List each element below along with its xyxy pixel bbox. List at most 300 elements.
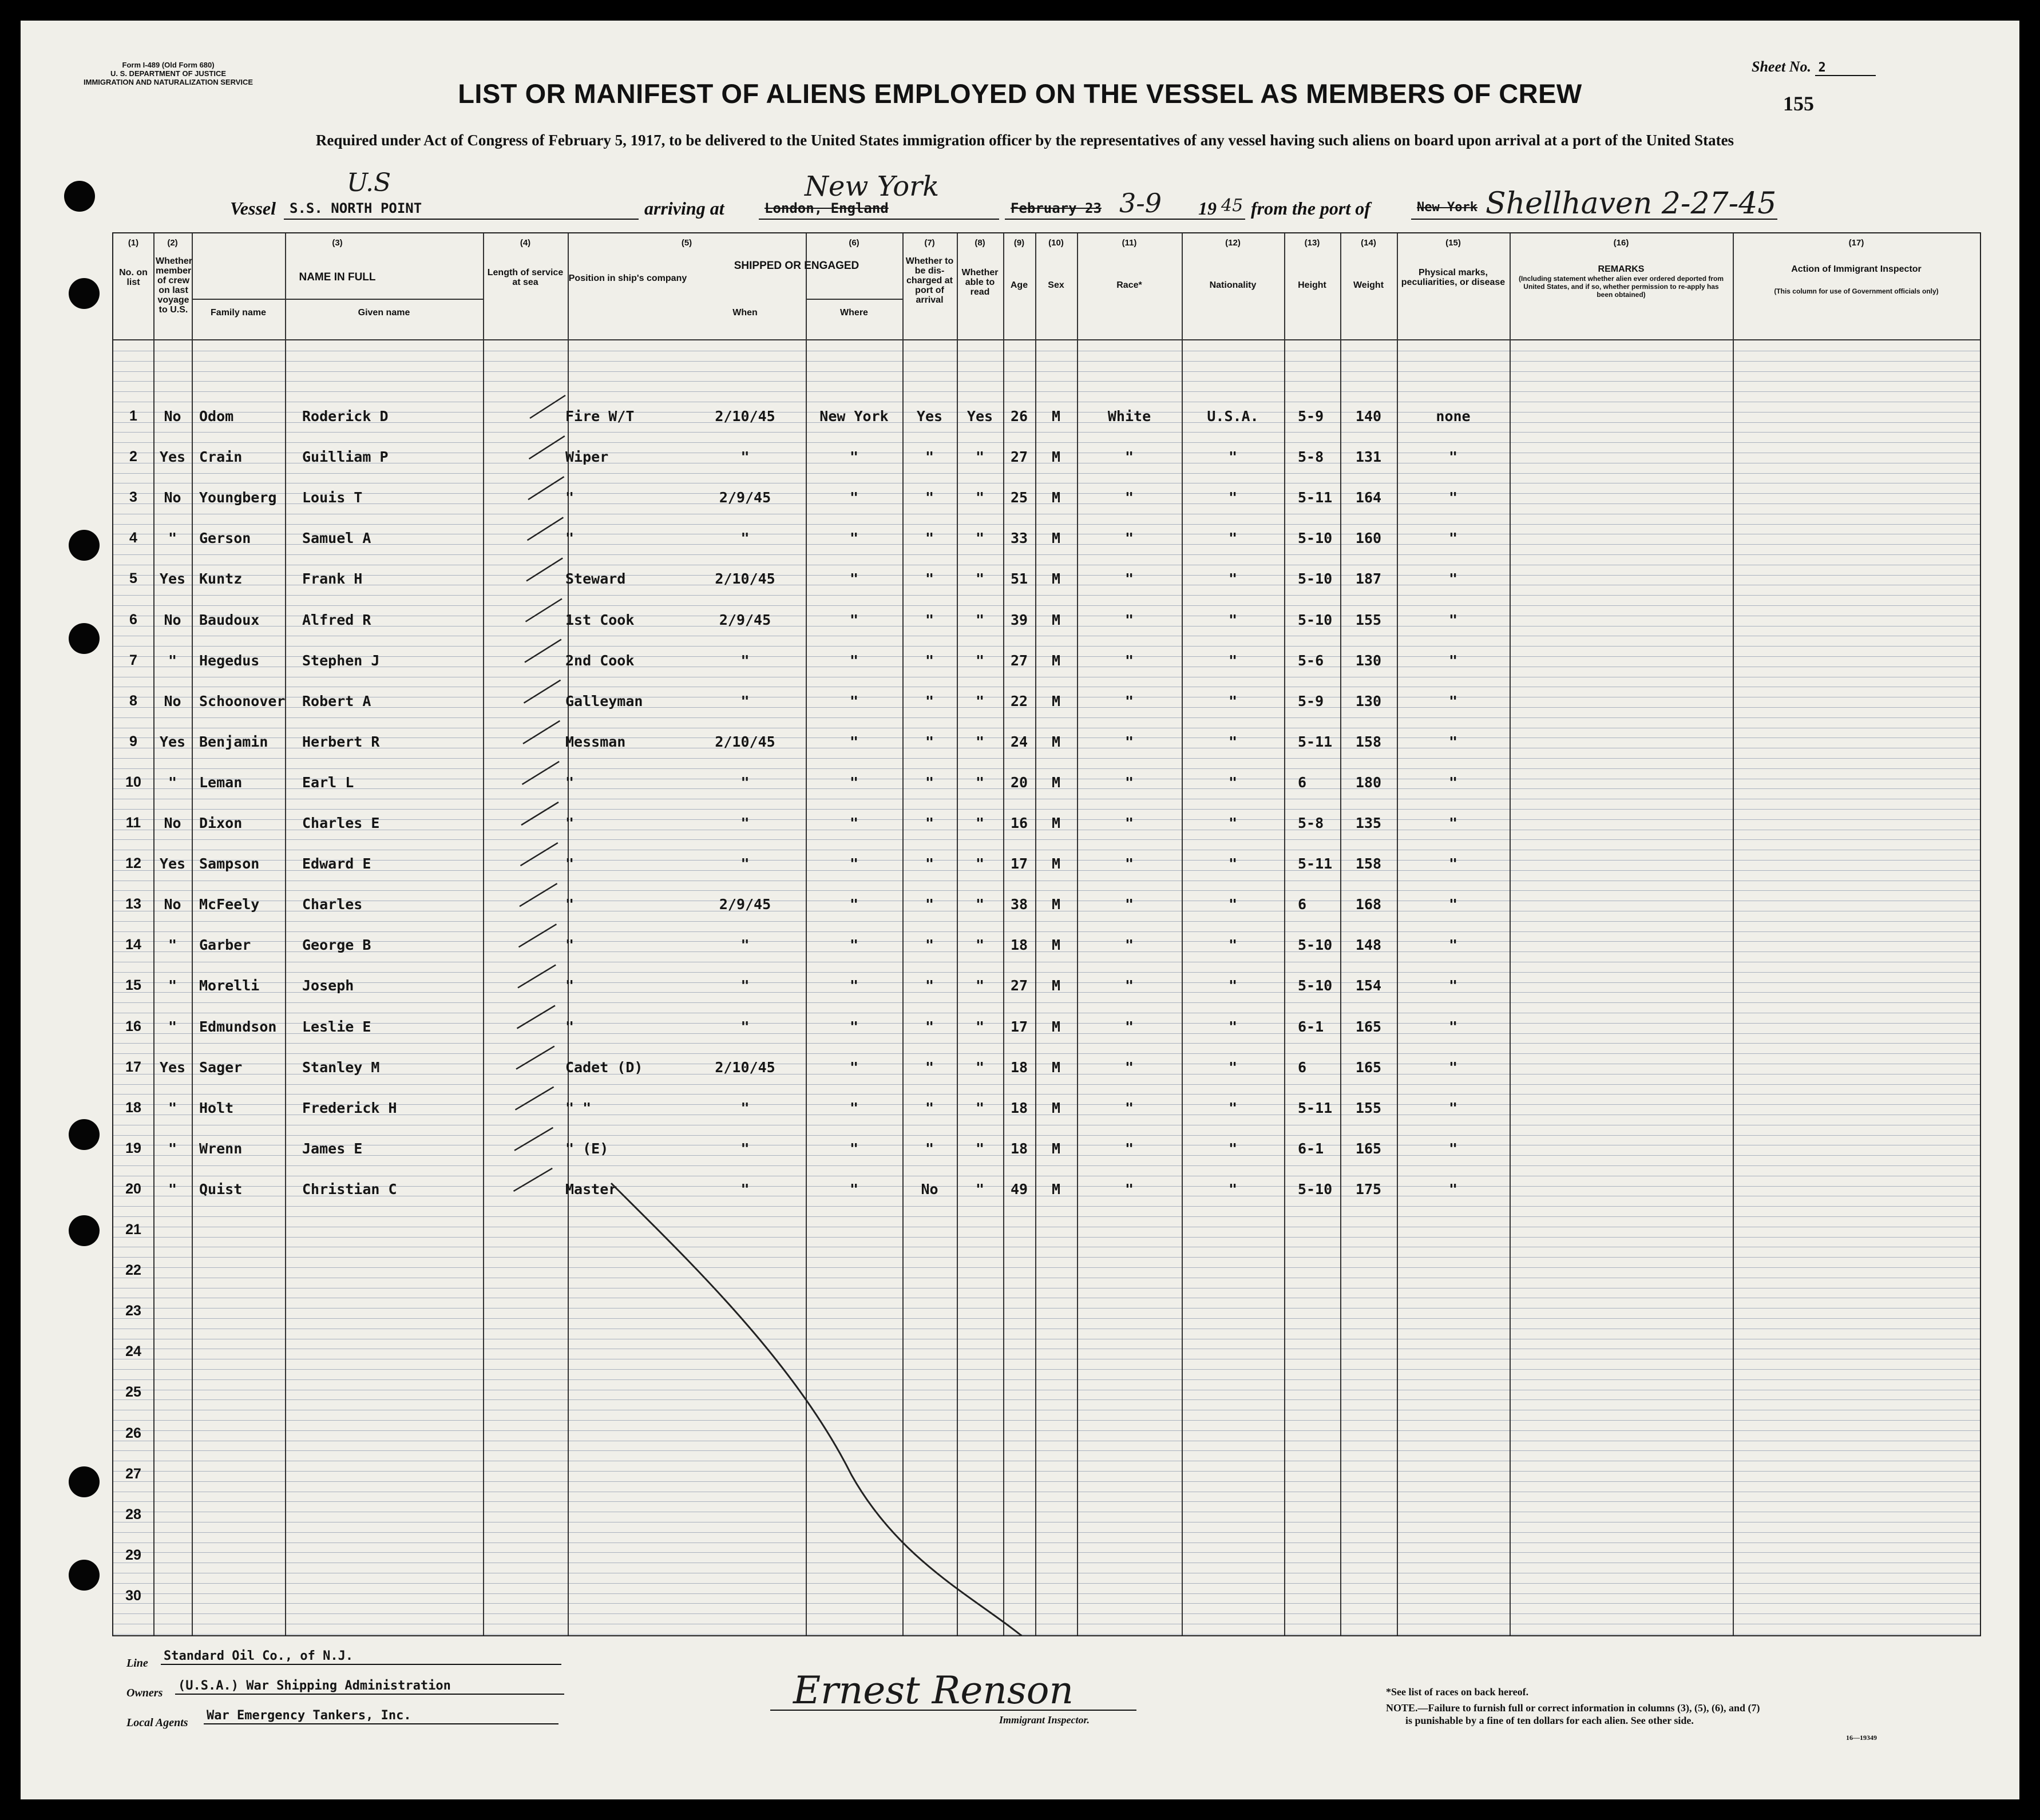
line-label: Line <box>126 1657 148 1670</box>
given-name-cell: Robert A <box>302 693 371 709</box>
when-cell: " <box>740 449 750 465</box>
weight-cell: 165 <box>1355 1018 1382 1035</box>
punch-hole <box>64 181 95 212</box>
arriving-label: arriving at <box>644 198 724 219</box>
able-to-read-cell: " <box>975 896 985 913</box>
check-mark <box>521 802 558 825</box>
weight-cell: 130 <box>1355 652 1382 669</box>
nationality-cell: " <box>1228 855 1238 872</box>
row-number: 5 <box>129 570 137 586</box>
vessel-name: S.S. NORTH POINT <box>290 200 422 216</box>
family-name-cell: Odom <box>199 408 234 425</box>
given-name-cell: Guilliam P <box>302 449 389 465</box>
discharged-cell: " <box>925 693 934 709</box>
able-to-read-cell: " <box>975 1100 985 1116</box>
column-number: (2) <box>167 238 178 248</box>
position-cell: Galleyman <box>565 693 643 709</box>
height-cell: 5-11 <box>1298 855 1333 872</box>
column-number: (17) <box>1848 238 1864 248</box>
weight-cell: 130 <box>1355 693 1382 709</box>
row-number: 15 <box>125 977 141 993</box>
weight-cell: 168 <box>1355 896 1382 913</box>
nationality-cell: " <box>1228 1018 1238 1035</box>
weight-cell: 187 <box>1355 570 1382 587</box>
where-cell: New York <box>819 408 889 425</box>
row-number: 23 <box>125 1303 141 1319</box>
sheet-value: 2 <box>1815 61 1876 76</box>
sex-cell: M <box>1051 733 1061 750</box>
sex-cell: M <box>1051 1059 1061 1076</box>
position-cell: " <box>565 896 575 913</box>
check-mark <box>519 924 557 947</box>
column-number: (11) <box>1122 238 1137 248</box>
able-to-read-cell: " <box>975 449 985 465</box>
page-number: 155 <box>1783 92 1814 115</box>
age-cell: 26 <box>1010 408 1028 425</box>
punch-hole <box>69 1119 100 1150</box>
check-mark <box>516 1087 554 1110</box>
crew-table <box>112 232 1981 1636</box>
age-cell: 18 <box>1010 1140 1028 1157</box>
nationality-cell: " <box>1228 1140 1238 1157</box>
when-cell: 2/9/45 <box>719 489 771 506</box>
nationality-cell: " <box>1228 815 1238 831</box>
age-cell: 16 <box>1010 815 1028 831</box>
whether-member-cell: " <box>168 774 177 791</box>
family-name-cell: Gerson <box>199 530 251 546</box>
weight-cell: 135 <box>1355 815 1382 831</box>
able-to-read-cell: Yes <box>966 408 993 425</box>
height-cell: 5-10 <box>1298 1181 1333 1198</box>
check-mark <box>525 640 561 663</box>
where-cell: " <box>849 1181 859 1198</box>
sex-cell: M <box>1051 977 1061 994</box>
nationality-cell: " <box>1228 489 1238 506</box>
race-cell: " <box>1124 1181 1134 1198</box>
when-cell: " <box>740 652 750 669</box>
header-given-name: Given name <box>358 308 410 318</box>
sex-cell: M <box>1051 937 1061 953</box>
whether-member-cell: No <box>164 815 181 831</box>
header-race: Race* <box>1116 280 1142 290</box>
sex-cell: M <box>1051 449 1061 465</box>
line-value: Standard Oil Co., of N.J. <box>164 1649 354 1663</box>
discharged-cell: " <box>925 896 934 913</box>
able-to-read-cell: " <box>975 855 985 872</box>
family-name-cell: Dixon <box>199 815 243 831</box>
where-cell: " <box>849 612 859 628</box>
family-name-cell: Sampson <box>199 855 260 872</box>
row-number: 22 <box>125 1262 141 1278</box>
discharged-cell: " <box>925 937 934 953</box>
height-cell: 5-8 <box>1298 449 1324 465</box>
where-cell: " <box>849 733 859 750</box>
column-number: (15) <box>1445 238 1461 248</box>
discharged-cell: No <box>921 1181 938 1198</box>
when-cell: " <box>740 1181 750 1198</box>
height-cell: 6 <box>1298 774 1307 791</box>
weight-cell: 175 <box>1355 1181 1382 1198</box>
inspector-label: Immigrant Inspector. <box>999 1714 1090 1726</box>
punch-hole <box>69 1560 100 1591</box>
given-name-cell: Louis T <box>302 489 363 506</box>
header-position: Position in ship's company <box>568 273 687 283</box>
header-nationality: Nationality <box>1209 280 1257 290</box>
column-number: (10) <box>1048 238 1064 248</box>
family-name-cell: Sager <box>199 1059 243 1076</box>
where-cell: " <box>849 652 859 669</box>
able-to-read-cell: " <box>975 815 985 831</box>
whether-member-cell: " <box>168 937 177 953</box>
weight-cell: 180 <box>1355 774 1382 791</box>
physical-marks-cell: " <box>1448 774 1458 791</box>
age-cell: 27 <box>1010 977 1028 994</box>
weight-cell: 158 <box>1355 855 1382 872</box>
physical-marks-cell: " <box>1448 733 1458 750</box>
discharged-cell: " <box>925 1018 934 1035</box>
check-mark <box>528 517 564 540</box>
penalty-note-continued: is punishable by a fine of ten dollars for each alien. See other side. <box>1405 1715 1694 1726</box>
whether-member-cell: Yes <box>159 449 186 465</box>
race-cell: " <box>1124 530 1134 546</box>
height-cell: 5-11 <box>1298 489 1333 506</box>
physical-marks-cell: " <box>1448 693 1458 709</box>
punch-hole <box>69 623 100 654</box>
whether-member-cell: No <box>164 896 181 913</box>
manifest-sheet <box>21 21 2019 1799</box>
where-cell: " <box>849 489 859 506</box>
nationality-cell: " <box>1228 774 1238 791</box>
able-to-read-cell: " <box>975 1059 985 1076</box>
position-cell: " <box>565 489 575 506</box>
height-cell: 6 <box>1298 896 1307 913</box>
discharged-cell: " <box>925 855 934 872</box>
weight-cell: 154 <box>1355 977 1382 994</box>
position-cell: " <box>565 977 575 994</box>
where-cell: " <box>849 774 859 791</box>
discharged-cell: " <box>925 449 934 465</box>
punch-hole <box>69 278 100 309</box>
physical-marks-cell: " <box>1448 570 1458 587</box>
row-number: 9 <box>129 733 137 750</box>
where-cell: " <box>849 1140 859 1157</box>
weight-cell: 148 <box>1355 937 1382 953</box>
where-cell: " <box>849 1018 859 1035</box>
given-name-cell: Stephen J <box>302 652 380 669</box>
age-cell: 27 <box>1010 652 1028 669</box>
sex-cell: M <box>1051 1140 1061 1157</box>
weight-cell: 140 <box>1355 408 1382 425</box>
when-cell: " <box>740 815 750 831</box>
arriving-typed: London, England <box>764 200 889 216</box>
able-to-read-cell: " <box>975 977 985 994</box>
sex-cell: M <box>1051 652 1061 669</box>
check-mark <box>520 883 557 906</box>
position-cell: " " <box>565 1100 592 1116</box>
whether-member-cell: Yes <box>159 1059 186 1076</box>
cancel-stroke <box>611 1183 1035 1635</box>
column-number: (9) <box>1013 238 1025 248</box>
row-number: 16 <box>125 1018 141 1034</box>
sex-cell: M <box>1051 774 1061 791</box>
row-number: 18 <box>125 1100 141 1116</box>
family-name-cell: McFeely <box>199 896 260 913</box>
where-cell: " <box>849 855 859 872</box>
race-cell: " <box>1124 612 1134 628</box>
whether-member-cell: " <box>168 977 177 994</box>
column-number: (12) <box>1225 238 1241 248</box>
family-name-cell: Schoonover <box>199 693 286 709</box>
discharged-cell: " <box>925 1140 934 1157</box>
row-number: 17 <box>125 1059 141 1075</box>
check-mark <box>514 1128 553 1151</box>
position-cell: " <box>565 530 575 546</box>
check-mark <box>526 599 563 622</box>
header-length-of-service: Length of service at sea <box>487 268 564 287</box>
physical-marks-cell: " <box>1448 815 1458 831</box>
when-cell: " <box>740 1018 750 1035</box>
column-number: (7) <box>924 238 935 248</box>
physical-marks-cell: none <box>1436 408 1471 425</box>
physical-marks-cell: " <box>1448 489 1458 506</box>
sex-cell: M <box>1051 570 1061 587</box>
row-number: 14 <box>125 937 141 953</box>
when-cell: " <box>740 855 750 872</box>
check-mark <box>524 680 561 703</box>
penalty-note: NOTE.—Failure to furnish full or correct information in columns (3), (5), (6), and (7) <box>1386 1702 1760 1714</box>
header-shipped-engaged: SHIPPED OR ENGAGED <box>734 260 859 272</box>
header-remarks-note: (Including statement whether alien ever ordered deported from United States, and if so, whether permission to re-apply has been obtained) <box>1518 275 1724 299</box>
discharged-cell: " <box>925 530 934 546</box>
age-cell: 27 <box>1010 449 1028 465</box>
age-cell: 24 <box>1010 733 1028 750</box>
from-typed: New York <box>1417 200 1477 215</box>
header-whether-member: Whether member of crew on last voyage to U.S. <box>156 256 192 315</box>
when-cell: 2/10/45 <box>715 733 775 750</box>
family-name-cell: Baudoux <box>199 612 260 628</box>
given-name-cell: Leslie E <box>302 1018 371 1035</box>
where-cell: " <box>849 449 859 465</box>
header-height: Height <box>1298 280 1326 290</box>
inspector-signature: Ernest Renson <box>793 1668 1074 1712</box>
discharged-cell: " <box>925 570 934 587</box>
height-cell: 5-10 <box>1298 937 1333 953</box>
nationality-cell: " <box>1228 937 1238 953</box>
row-number: 6 <box>129 612 137 628</box>
punch-hole <box>69 1215 100 1246</box>
position-cell: " <box>565 1018 575 1035</box>
sex-cell: M <box>1051 489 1061 506</box>
column-number: (6) <box>849 238 859 248</box>
physical-marks-cell: " <box>1448 530 1458 546</box>
race-cell: " <box>1124 1059 1134 1076</box>
discharged-cell: " <box>925 977 934 994</box>
owners-label: Owners <box>126 1687 163 1699</box>
when-cell: " <box>740 977 750 994</box>
where-cell: " <box>849 693 859 709</box>
row-number: 10 <box>125 774 141 790</box>
column-number: (14) <box>1361 238 1376 248</box>
whether-member-cell: " <box>168 1181 177 1198</box>
weight-cell: 165 <box>1355 1059 1382 1076</box>
owners-value: (U.S.A.) War Shipping Administration <box>178 1679 451 1693</box>
able-to-read-cell: " <box>975 774 985 791</box>
nationality-cell: " <box>1228 449 1238 465</box>
discharged-cell: " <box>925 1059 934 1076</box>
when-cell: " <box>740 774 750 791</box>
given-name-cell: James E <box>302 1140 363 1157</box>
row-number: 30 <box>125 1588 141 1604</box>
race-cell: White <box>1107 408 1151 425</box>
column-number: (8) <box>975 238 985 248</box>
nationality-cell: " <box>1228 1059 1238 1076</box>
family-name-cell: Edmundson <box>199 1018 277 1035</box>
given-name-cell: Frank H <box>302 570 363 587</box>
nationality-cell: " <box>1228 1100 1238 1116</box>
family-name-cell: Benjamin <box>199 733 268 750</box>
header-discharged: Whether to be dis-charged at port of arrival <box>905 256 954 305</box>
page-subtitle: Required under Act of Congress of February 5, 1917, to be delivered to the United States immigration officer by the representatives of any vessel having such aliens on board upon arrival at a port of the United States <box>315 132 1734 149</box>
family-name-cell: Kuntz <box>199 570 243 587</box>
able-to-read-cell: " <box>975 570 985 587</box>
given-name-cell: Samuel A <box>302 530 371 546</box>
row-number: 7 <box>129 652 137 668</box>
when-cell: " <box>740 530 750 546</box>
able-to-read-cell: " <box>975 1140 985 1157</box>
whether-member-cell: Yes <box>159 733 186 750</box>
nationality-cell: U.S.A. <box>1207 408 1259 425</box>
race-cell: " <box>1124 449 1134 465</box>
weight-cell: 155 <box>1355 612 1382 628</box>
age-cell: 39 <box>1010 612 1028 628</box>
height-cell: 6-1 <box>1298 1018 1324 1035</box>
agents-value: War Emergency Tankers, Inc. <box>207 1708 411 1723</box>
where-cell: " <box>849 977 859 994</box>
able-to-read-cell: " <box>975 937 985 953</box>
height-cell: 5-10 <box>1298 977 1333 994</box>
when-cell: 2/10/45 <box>715 570 775 587</box>
race-cell: " <box>1124 733 1134 750</box>
header-sex: Sex <box>1048 280 1064 290</box>
service-name: IMMIGRATION AND NATURALIZATION SERVICE <box>84 78 253 86</box>
given-name-cell: Stanley M <box>302 1059 380 1076</box>
punch-hole <box>69 530 100 561</box>
header-age: Age <box>1010 280 1028 290</box>
age-cell: 38 <box>1010 896 1028 913</box>
page-title: LIST OR MANIFEST OF ALIENS EMPLOYED ON THE VESSEL AS MEMBERS OF CREW <box>458 78 1582 109</box>
age-cell: 18 <box>1010 1100 1028 1116</box>
height-cell: 5-10 <box>1298 530 1333 546</box>
race-cell: " <box>1124 489 1134 506</box>
race-cell: " <box>1124 693 1134 709</box>
position-cell: " <box>565 815 575 831</box>
race-cell: " <box>1124 937 1134 953</box>
header-weight: Weight <box>1353 280 1384 290</box>
row-number: 25 <box>125 1384 141 1400</box>
whether-member-cell: No <box>164 693 181 709</box>
header-no-on-list: No. on list <box>119 268 148 287</box>
physical-marks-cell: " <box>1448 1140 1458 1157</box>
whether-member-cell: No <box>164 408 181 425</box>
check-mark <box>518 965 556 988</box>
physical-marks-cell: " <box>1448 652 1458 669</box>
family-name-cell: Youngberg <box>199 489 277 506</box>
check-mark <box>522 762 560 784</box>
nationality-cell: " <box>1228 693 1238 709</box>
row-number: 21 <box>125 1222 141 1238</box>
nationality-cell: " <box>1228 530 1238 546</box>
when-cell: 2/10/45 <box>715 408 775 425</box>
row-number: 12 <box>125 855 141 871</box>
header-remarks: REMARKS <box>1598 264 1645 274</box>
physical-marks-cell: " <box>1448 977 1458 994</box>
check-mark <box>521 843 558 866</box>
where-cell: " <box>849 570 859 587</box>
family-name-cell: Holt <box>199 1100 234 1116</box>
position-cell: " <box>565 937 575 953</box>
sheet-label: Sheet No. <box>1752 58 1811 75</box>
age-cell: 33 <box>1010 530 1028 546</box>
nationality-cell: " <box>1228 612 1238 628</box>
when-cell: " <box>740 1140 750 1157</box>
family-name-cell: Wrenn <box>199 1140 243 1157</box>
race-cell: " <box>1124 1100 1134 1116</box>
physical-marks-cell: " <box>1448 1018 1458 1035</box>
race-cell: " <box>1124 1018 1134 1035</box>
row-number: 13 <box>125 896 141 912</box>
height-cell: 5-6 <box>1298 652 1324 669</box>
position-cell: Messman <box>565 733 626 750</box>
sex-cell: M <box>1051 815 1061 831</box>
discharged-cell: " <box>925 1100 934 1116</box>
whether-member-cell: No <box>164 612 181 628</box>
form-number: Form I-489 (Old Form 680) <box>122 61 215 69</box>
position-cell: 1st Cook <box>565 612 635 628</box>
when-cell: " <box>740 693 750 709</box>
check-mark <box>523 721 560 744</box>
row-number: 1 <box>129 408 137 424</box>
whether-member-cell: " <box>168 1018 177 1035</box>
physical-marks-cell: " <box>1448 896 1458 913</box>
column-number: (3) <box>332 238 343 248</box>
family-name-cell: Leman <box>199 774 243 791</box>
height-cell: 5-10 <box>1298 570 1333 587</box>
given-name-cell: Alfred R <box>302 612 371 628</box>
handwritten-marks <box>113 233 1980 1635</box>
family-name-cell: Garber <box>199 937 251 953</box>
header-when: When <box>732 308 758 318</box>
weight-cell: 131 <box>1355 449 1382 465</box>
row-number: 8 <box>129 693 137 709</box>
date-handwritten: 3-9 <box>1119 188 1162 219</box>
sex-cell: M <box>1051 1100 1061 1116</box>
able-to-read-cell: " <box>975 612 985 628</box>
physical-marks-cell: " <box>1448 612 1458 628</box>
age-cell: 22 <box>1010 693 1028 709</box>
height-cell: 5-9 <box>1298 693 1324 709</box>
family-name-cell: Hegedus <box>199 652 260 669</box>
column-number: (13) <box>1304 238 1320 248</box>
height-cell: 5-10 <box>1298 612 1333 628</box>
when-cell: " <box>740 937 750 953</box>
weight-cell: 165 <box>1355 1140 1382 1157</box>
height-cell: 5-8 <box>1298 815 1324 831</box>
arriving-handwritten: New York <box>805 170 940 203</box>
header-where: Where <box>840 308 868 318</box>
able-to-read-cell: " <box>975 1018 985 1035</box>
family-name-cell: Crain <box>199 449 243 465</box>
age-cell: 17 <box>1010 855 1028 872</box>
